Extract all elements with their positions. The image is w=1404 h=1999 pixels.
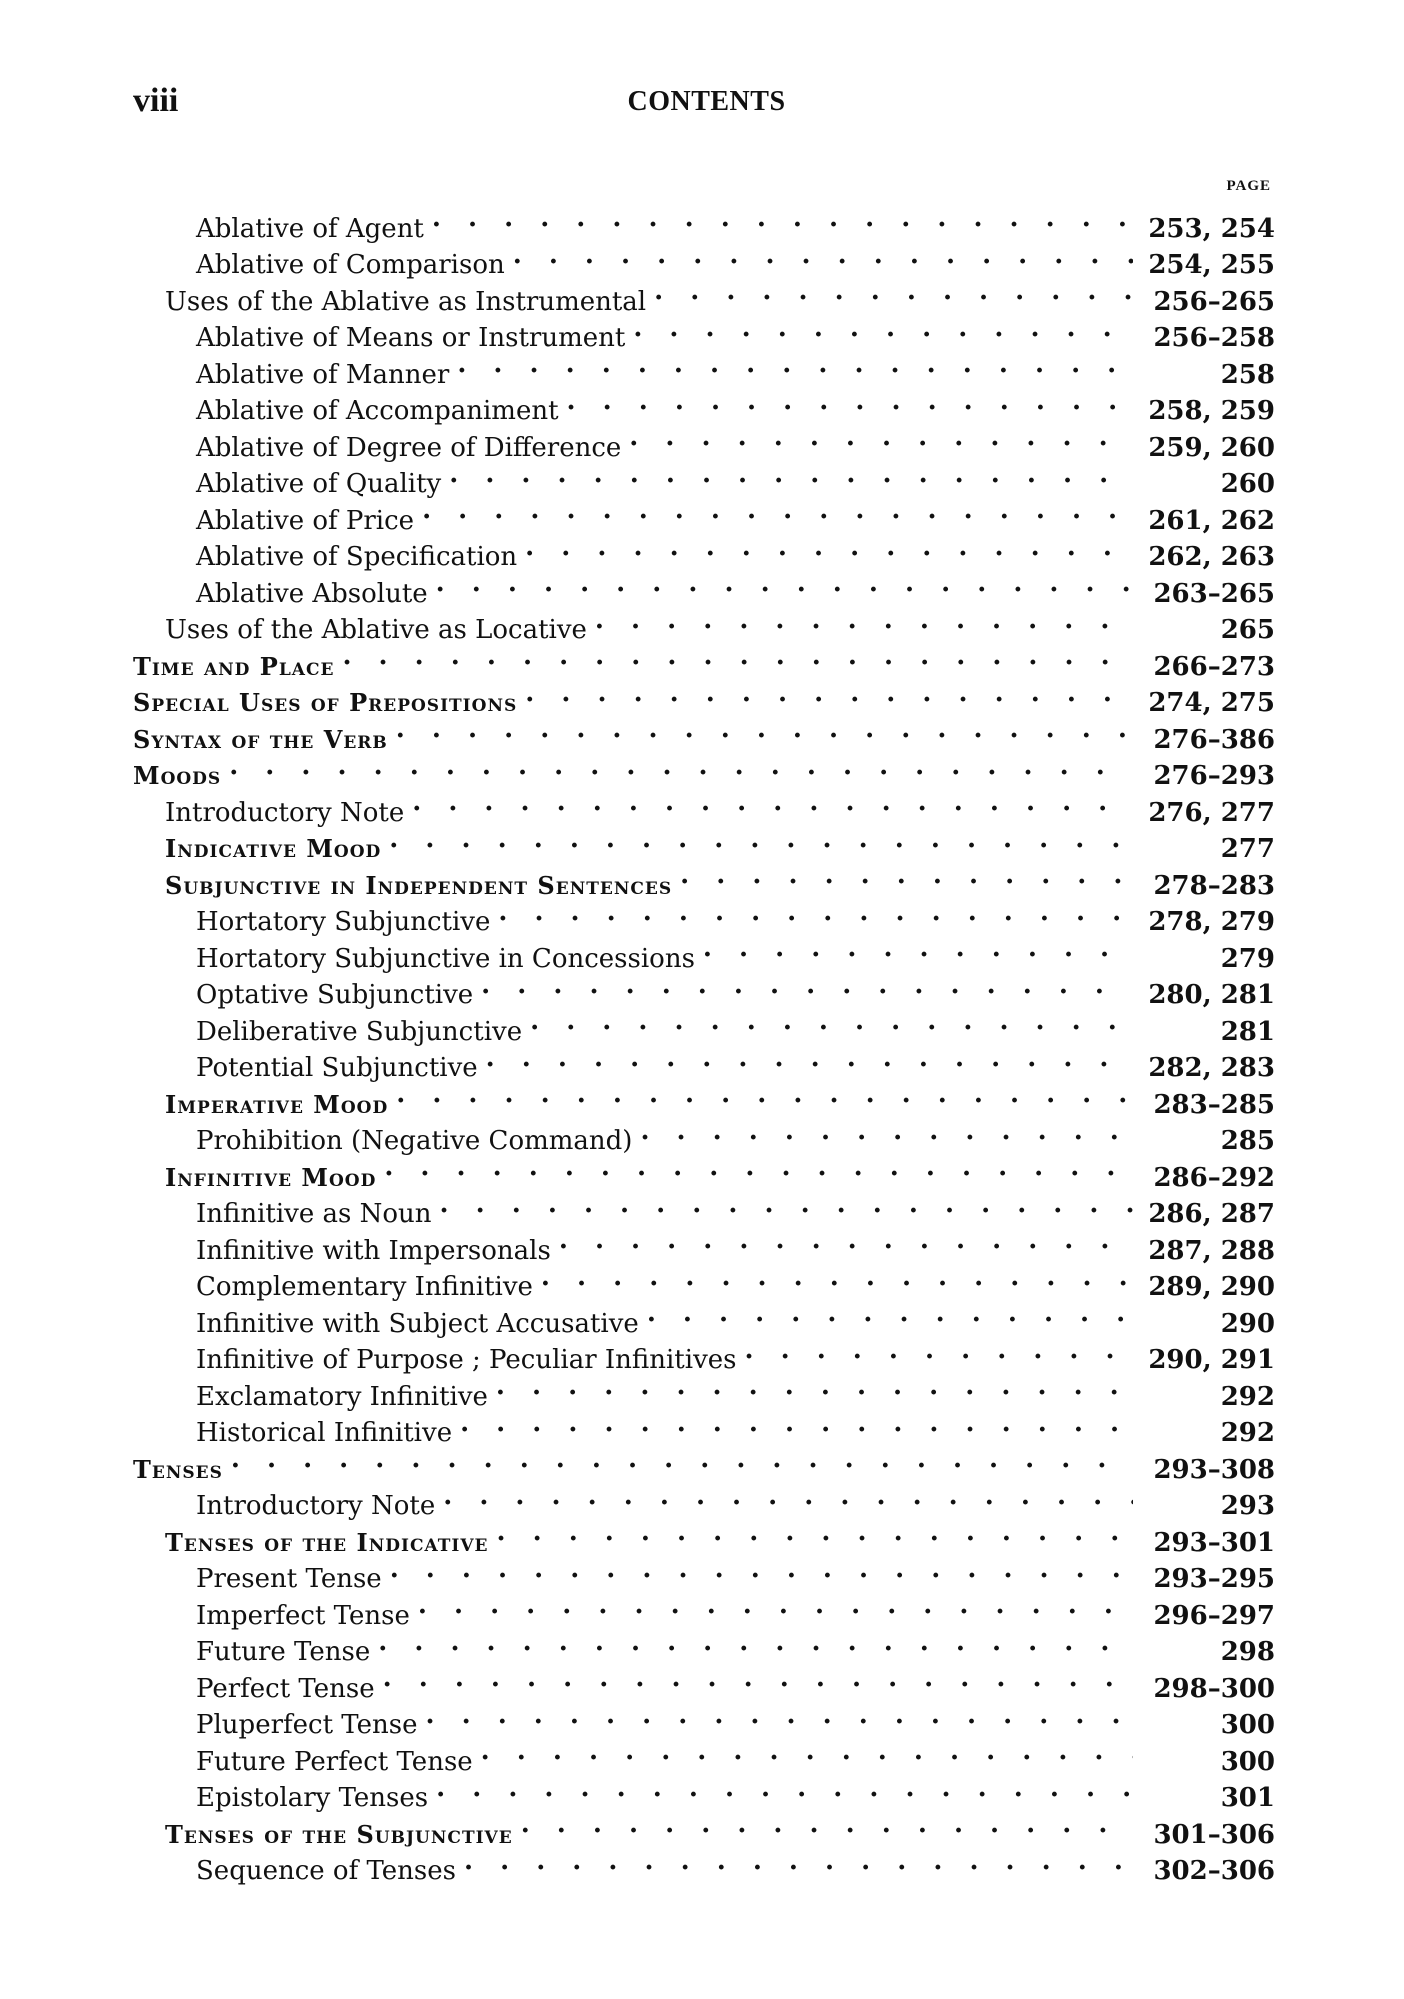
toc-entry[interactable]	[133, 383, 1275, 426]
toc-section-label: Moods	[133, 761, 222, 790]
toc-entry-pages: 256–258	[1133, 320, 1275, 357]
toc-entry-pages: 254, 255	[1133, 247, 1275, 284]
toc-entry[interactable]	[133, 1733, 1275, 1777]
dot-leader	[436, 1770, 1133, 1807]
toc-entry-pages: 293–308	[1133, 1452, 1275, 1489]
toc-entry-label: Pluperfect Tense	[196, 1710, 418, 1740]
toc-entry-pages: 266–273	[1133, 649, 1275, 686]
toc-entry-label: Present Tense	[196, 1564, 382, 1594]
dot-leader	[460, 1405, 1133, 1442]
toc-entry[interactable]	[133, 1186, 1275, 1229]
toc-subsection-label: Imperative Mood	[165, 1089, 389, 1119]
toc-section[interactable]	[133, 638, 1275, 682]
toc-entry-pages: 260	[1133, 466, 1275, 503]
toc-entry-label: Ablative of Agent	[196, 213, 424, 244]
toc-entry-label: Prohibition (Negative Command)	[196, 1126, 633, 1156]
toc-entry-pages: 296–297	[1133, 1598, 1275, 1635]
toc-entry[interactable]	[133, 565, 1275, 609]
toc-entry-label: Sequence of Tenses	[196, 1856, 456, 1886]
dot-leader	[680, 857, 1133, 894]
toc-entry[interactable]	[133, 419, 1275, 463]
toc-section[interactable]	[133, 675, 1275, 718]
toc-entry-pages: 259, 260	[1133, 430, 1275, 467]
toc-entry-label: Ablative of Comparison	[196, 250, 505, 280]
dot-leader	[595, 602, 1133, 639]
toc-entry-label: Historical Infinitive	[196, 1418, 453, 1448]
toc-entry[interactable]	[133, 1770, 1275, 1813]
toc-subsection[interactable]	[133, 1514, 1275, 1558]
dot-leader	[633, 310, 1133, 347]
toc-entry-label: Ablative Absolute	[196, 578, 428, 609]
dot-leader	[629, 419, 1133, 456]
toc-entry-pages: 293–301	[1133, 1525, 1275, 1562]
dot-leader	[422, 492, 1133, 529]
dot-leader	[432, 200, 1133, 237]
toc-entry-label: Hortatory Subjunctive	[196, 907, 491, 937]
toc-section-label: Special Uses of Prepositions	[133, 688, 518, 717]
toc-entry[interactable]	[133, 1259, 1275, 1302]
toc-entry-pages: 280, 281	[1133, 977, 1275, 1014]
toc-section[interactable]	[133, 711, 1275, 755]
toc-entry-label: Epistolary Tenses	[196, 1783, 429, 1813]
dot-leader	[396, 1076, 1133, 1113]
toc-entry[interactable]	[133, 1478, 1275, 1521]
toc-subsection-label: Infinitive Mood	[165, 1162, 377, 1192]
toc-entry-pages: 298–300	[1133, 1671, 1275, 1708]
toc-entry[interactable]	[133, 930, 1275, 974]
toc-entry-label: Ablative of Price	[196, 505, 415, 536]
toc-subsection-label: Indicative Mood	[165, 834, 382, 863]
dot-leader	[342, 638, 1133, 675]
toc-entry[interactable]	[133, 200, 1275, 244]
toc-entry-pages: 289, 290	[1133, 1269, 1275, 1306]
toc-entry-pages: 301–306	[1133, 1817, 1275, 1854]
toc-entry[interactable]	[133, 346, 1275, 390]
toc-entry[interactable]	[133, 1697, 1275, 1740]
toc-entry-label: Future Tense	[196, 1637, 371, 1667]
toc-entry[interactable]	[133, 1660, 1275, 1704]
table-of-contents	[133, 200, 1275, 1886]
dot-leader	[481, 1733, 1133, 1770]
toc-entry[interactable]	[133, 1843, 1275, 1886]
toc-subsection[interactable]	[133, 857, 1275, 901]
toc-subsection-label: Subjunctive in Independent Sentences	[165, 870, 673, 900]
toc-entry-pages: 265	[1133, 612, 1275, 649]
toc-entry-pages: 282, 283	[1133, 1050, 1275, 1087]
toc-subsection[interactable]	[133, 1149, 1275, 1193]
dot-leader	[390, 1551, 1133, 1588]
toc-entry-pages: 278, 279	[1133, 904, 1275, 941]
toc-entry-pages: 283–285	[1133, 1087, 1275, 1124]
toc-entry-label: Uses of the Ablative as Locative	[165, 615, 587, 645]
dot-leader	[647, 1295, 1133, 1332]
toc-entry-label: Ablative of Accompaniment	[196, 396, 559, 426]
dot-leader	[418, 1587, 1133, 1624]
toc-entry-pages: 293	[1133, 1488, 1275, 1525]
dot-leader	[383, 1660, 1133, 1697]
toc-entry[interactable]	[133, 456, 1275, 499]
page-header	[133, 82, 1280, 122]
toc-entry-label: Introductory Note	[196, 1491, 436, 1521]
toc-entry-pages: 277	[1133, 831, 1275, 868]
toc-entry[interactable]	[133, 273, 1275, 317]
toc-entry-label: Perfect Tense	[196, 1673, 375, 1704]
toc-entry-pages: 276–386	[1133, 722, 1275, 759]
toc-entry-label: Ablative of Manner	[196, 359, 450, 390]
toc-section[interactable]	[133, 1441, 1275, 1485]
dot-leader	[541, 1259, 1133, 1296]
toc-entry-pages: 258	[1133, 357, 1275, 394]
dot-leader	[703, 930, 1133, 967]
toc-section-label: Syntax of the Verb	[133, 724, 388, 754]
dot-leader	[425, 1697, 1133, 1734]
toc-section[interactable]	[133, 748, 1275, 791]
dot-leader	[525, 529, 1133, 566]
dot-leader	[498, 894, 1133, 931]
toc-entry-pages: 302–306	[1133, 1853, 1275, 1890]
dot-leader	[513, 237, 1133, 274]
dot-leader	[443, 1478, 1133, 1515]
dot-leader	[229, 748, 1133, 785]
toc-entry-label: Infinitive with Subject Accusative	[196, 1308, 639, 1339]
toc-entry-pages: 300	[1133, 1707, 1275, 1744]
toc-entry-label: Deliberative Subjunctive	[196, 1016, 523, 1047]
dot-leader	[559, 1222, 1133, 1259]
toc-entry[interactable]	[133, 1587, 1275, 1631]
toc-subsection-label: Tenses of the Subjunctive	[165, 1819, 513, 1849]
toc-entry-label: Ablative of Means or Instrument	[196, 323, 626, 353]
dot-leader	[436, 565, 1133, 602]
toc-entry-pages: 286, 287	[1133, 1196, 1275, 1233]
toc-entry-pages: 281	[1133, 1014, 1275, 1051]
toc-section-label: Tenses	[133, 1454, 223, 1484]
toc-entry[interactable]	[133, 1551, 1275, 1594]
dot-leader	[525, 675, 1133, 712]
toc-entry-label: Potential Subjunctive	[196, 1053, 478, 1083]
toc-entry-pages: 298	[1133, 1634, 1275, 1671]
page-column-label: PAGE	[1226, 178, 1271, 194]
dot-leader	[496, 1368, 1133, 1405]
toc-entry-pages: 276, 277	[1133, 795, 1275, 832]
toc-entry-pages: 285	[1133, 1123, 1275, 1160]
toc-entry-label: Future Perfect Tense	[196, 1746, 473, 1777]
dot-leader	[396, 711, 1133, 748]
dot-leader	[496, 1514, 1133, 1551]
toc-entry-pages: 293–295	[1133, 1561, 1275, 1598]
toc-entry[interactable]	[133, 1405, 1275, 1448]
toc-entry-label: Complementary Infinitive	[196, 1272, 533, 1302]
dot-leader	[378, 1624, 1133, 1661]
toc-entry[interactable]	[133, 1040, 1275, 1083]
toc-entry-label: Imperfect Tense	[196, 1600, 410, 1631]
toc-entry-pages: 258, 259	[1133, 393, 1275, 430]
toc-entry-label: Hortatory Subjunctive in Concessions	[196, 943, 695, 974]
toc-entry-label: Optative Subjunctive	[196, 980, 474, 1010]
toc-entry-pages: 292	[1133, 1379, 1275, 1416]
dot-leader	[457, 346, 1133, 383]
toc-entry-pages: 286–292	[1133, 1160, 1275, 1197]
dot-leader	[464, 1843, 1133, 1880]
toc-entry[interactable]	[133, 894, 1275, 937]
toc-entry[interactable]	[133, 1113, 1275, 1156]
toc-entry[interactable]	[133, 310, 1275, 353]
page-number: viii	[133, 82, 179, 119]
toc-entry-pages: 274, 275	[1133, 685, 1275, 722]
toc-entry-pages: 290	[1133, 1306, 1275, 1343]
toc-entry-label: Ablative of Degree of Difference	[196, 432, 622, 463]
dot-leader	[567, 383, 1133, 420]
toc-entry-label: Infinitive of Purpose ; Peculiar Infinitives	[196, 1345, 737, 1375]
dot-leader	[412, 784, 1133, 821]
toc-entry-label: Infinitive with Impersonals	[196, 1235, 551, 1266]
dot-leader	[521, 1806, 1133, 1843]
toc-entry-pages: 253, 254	[1133, 211, 1275, 248]
toc-entry[interactable]	[133, 967, 1275, 1010]
toc-entry-pages: 256–265	[1133, 284, 1275, 321]
toc-subsection[interactable]	[133, 821, 1275, 864]
dot-leader	[745, 1332, 1134, 1369]
toc-entry-label: Exclamatory Infinitive	[196, 1381, 488, 1412]
toc-entry-pages: 263–265	[1133, 576, 1275, 613]
toc-entry-pages: 261, 262	[1133, 503, 1275, 540]
toc-entry-pages: 292	[1133, 1415, 1275, 1452]
toc-entry[interactable]	[133, 1368, 1275, 1412]
toc-entry-label: Infinitive as Noun	[196, 1199, 432, 1229]
dot-leader	[486, 1040, 1133, 1077]
toc-entry-pages: 290, 291	[1133, 1342, 1275, 1379]
dot-leader	[654, 273, 1133, 310]
toc-entry-label: Ablative of Quality	[196, 469, 442, 499]
toc-entry[interactable]	[133, 237, 1275, 280]
dot-leader	[440, 1186, 1133, 1223]
toc-entry-label: Introductory Note	[165, 797, 405, 828]
dot-leader	[640, 1113, 1133, 1150]
toc-entry[interactable]	[133, 784, 1275, 828]
dot-leader	[231, 1441, 1133, 1478]
toc-entry[interactable]	[133, 1295, 1275, 1339]
toc-entry[interactable]	[133, 529, 1275, 572]
toc-entry-pages: 278–283	[1133, 868, 1275, 905]
dot-leader	[449, 456, 1133, 493]
toc-entry[interactable]	[133, 602, 1275, 645]
toc-entry[interactable]	[133, 1624, 1275, 1667]
toc-entry-label: Ablative of Specification	[196, 542, 518, 572]
toc-entry[interactable]	[133, 1003, 1275, 1047]
toc-entry[interactable]	[133, 492, 1275, 536]
toc-entry-pages: 262, 263	[1133, 539, 1275, 576]
dot-leader	[481, 967, 1133, 1004]
toc-section-label: Time and Place	[133, 651, 335, 681]
toc-entry-pages: 276–293	[1133, 758, 1275, 795]
toc-entry-pages: 300	[1133, 1744, 1275, 1781]
toc-subsection[interactable]	[133, 1806, 1275, 1850]
toc-subsection-label: Tenses of the Indicative	[165, 1527, 489, 1557]
toc-entry[interactable]	[133, 1332, 1275, 1375]
toc-entry-pages: 301	[1133, 1780, 1275, 1817]
running-title: CONTENTS	[627, 86, 786, 117]
dot-leader	[389, 821, 1133, 858]
dot-leader	[530, 1003, 1133, 1040]
toc-entry-pages: 287, 288	[1133, 1233, 1275, 1270]
toc-entry-pages: 279	[1133, 941, 1275, 978]
toc-entry-label: Uses of the Ablative as Instrumental	[165, 286, 647, 317]
dot-leader	[384, 1149, 1133, 1186]
toc-subsection[interactable]	[133, 1076, 1275, 1120]
toc-entry[interactable]	[133, 1222, 1275, 1266]
